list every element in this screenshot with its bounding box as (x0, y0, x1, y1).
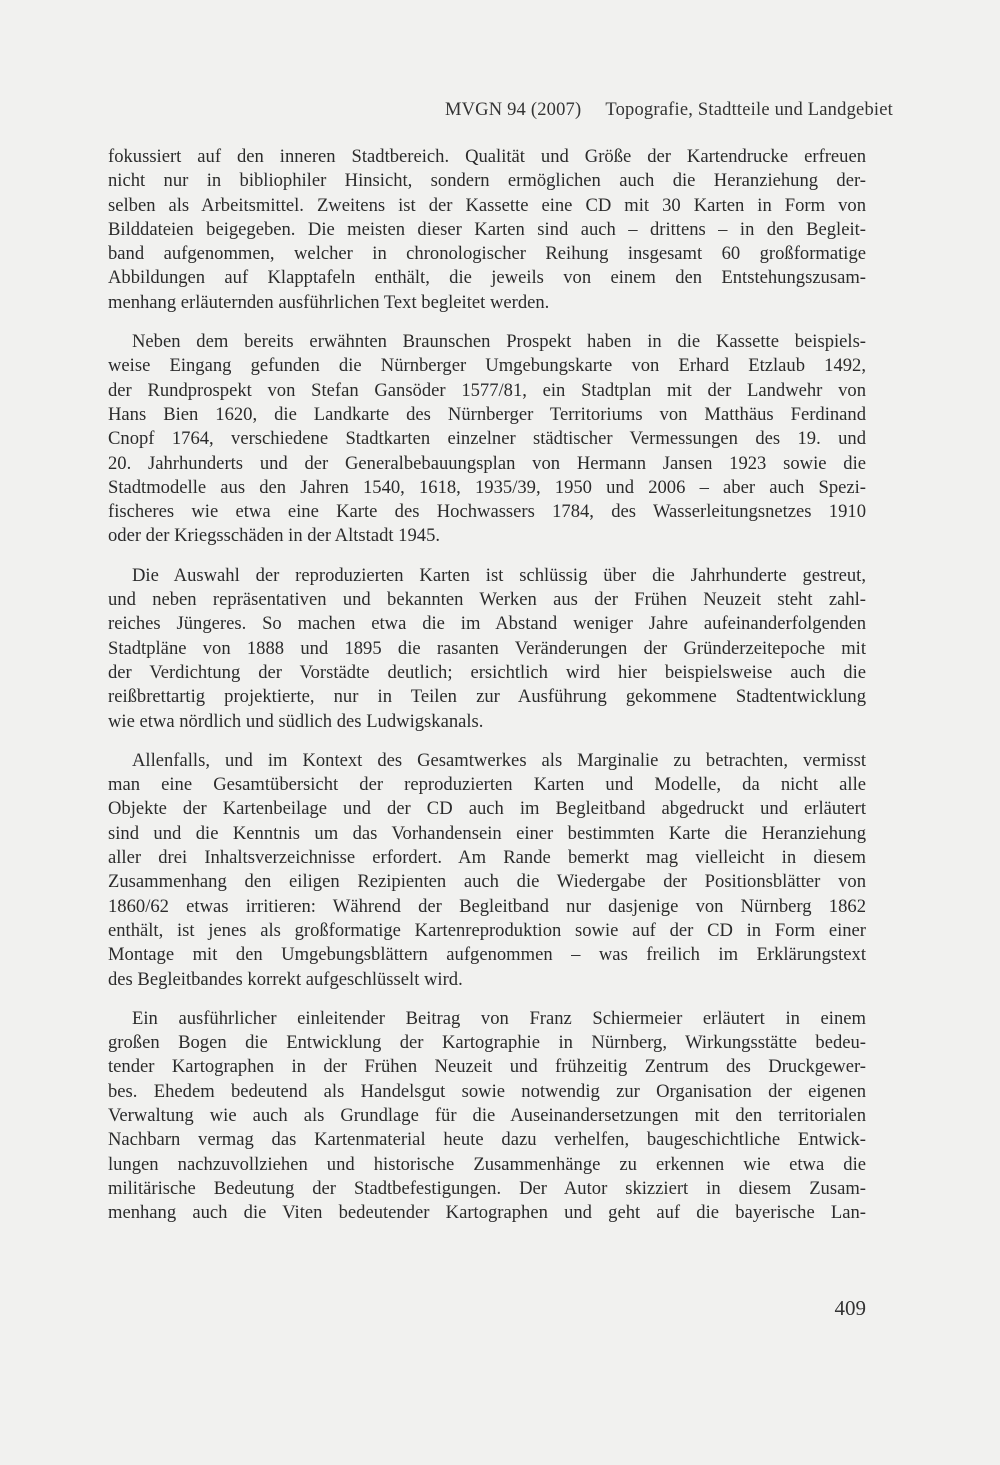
text-line: Die Auswahl der reproduzierten Karten ist schlüssig über die Jahrhunderte gestreut, (132, 564, 866, 586)
text-line: enthält, ist jenes als großformatige Kartenreproduktion sowie auf der CD in Form einer (108, 919, 866, 941)
text-line: 20. Jahrhunderts und der Generalbebauungsplan von Hermann Jansen 1923 sowie die (108, 452, 866, 474)
text-line: lungen nachzuvollziehen und historische Zusammenhänge zu erkennen wie etwa die (108, 1153, 866, 1175)
text-line: und neben repräsentativen und bekannten Werken aus der Frühen Neuzeit steht zahl- (108, 589, 866, 611)
text-line: militärische Bedeutung der Stadtbefestigungen. Der Autor skizziert in diesem Zusam- (108, 1177, 866, 1199)
text-line: Objekte der Kartenbeilage und der CD auch im Begleitband abgedruckt und erläutert (108, 798, 866, 820)
text-line: selben als Arbeitsmittel. Zweitens ist der Kassette eine CD mit 30 Karten in Form von (108, 194, 866, 216)
text-line: Zusammenhang den eiligen Rezipienten auch die Wiedergabe der Positionsblätter von (108, 871, 866, 893)
text-line: großen Bogen die Entwicklung der Kartographie in Nürnberg, Wirkungsstätte bedeu- (108, 1032, 866, 1054)
text-line: Stadtpläne von 1888 und 1895 die rasanten Veränderungen der Gründerzeitepoche mit (108, 637, 866, 659)
text-line: reiches Jüngeres. So machen etwa die im Abstand weniger Jahre aufeinanderfolgenden (108, 613, 866, 635)
journal-reference: MVGN 94 (2007) (444, 100, 582, 120)
text-line: der Rundprospekt von Stefan Gansöder 1577/81, ein Stadtplan mit der Landwehr von (108, 379, 866, 401)
text-line: oder der Kriegsschäden in der Altstadt 1945. (108, 525, 441, 547)
paragraph (108, 145, 866, 315)
text-line: man eine Gesamtübersicht der reproduzierten Karten und Modelle, da nicht alle (108, 774, 866, 796)
text-line: Abbildungen auf Klapptafeln enthält, die jeweils von einem den Entstehungszusam- (108, 267, 866, 289)
text-line: Ein ausführlicher einleitender Beitrag von Franz Schiermeier erläutert in einem (132, 1007, 866, 1029)
text-line: 1860/62 etwas irritieren: Während der Begleitband nur dasjenige von Nürnberg 1862 (108, 895, 866, 917)
text-line: sind und die Kenntnis um das Vorhandensein einer bestimmten Karte die Heranziehung (108, 822, 866, 844)
running-head (108, 100, 893, 121)
text-line: Neben dem bereits erwähnten Braunschen Prospekt haben in die Kassette beispiels- (132, 331, 866, 353)
text-line: tender Kartographen in der Frühen Neuzeit und frühzeitig Zentrum des Druckgewer- (108, 1056, 866, 1078)
paragraph (108, 749, 866, 992)
text-line: fischeres wie etwa eine Karte des Hochwassers 1784, des Wasserleitungsnetzes 1910 (108, 501, 866, 523)
text-line: band aufgenommen, welcher in chronologischer Reihung insgesamt 60 großformatige (108, 243, 866, 265)
text-line: der Verdichtung der Vorstädte deutlich; ersichtlich wird hier beispielsweise auch die (108, 661, 866, 683)
text-line: des Begleitbandes korrekt aufgeschlüsselt wird. (108, 968, 463, 990)
text-line: Verwaltung wie auch als Grundlage für die Auseinandersetzungen mit den territorialen (108, 1104, 866, 1126)
text-line: Allenfalls, und im Kontext des Gesamtwerkes als Marginalie zu betrachten, vermisst (132, 749, 866, 771)
text-line: menhang auch die Viten bedeutender Kartographen und geht auf die bayerische Lan- (108, 1202, 866, 1224)
text-line: fokussiert auf den inneren Stadtbereich. Qualität und Größe der Kartendrucke erfreuen (108, 146, 866, 167)
paragraph (108, 1007, 866, 1226)
text-line: Bilddateien beigegeben. Die meisten dieser Karten sind auch – drittens – in den Begleit- (108, 218, 866, 240)
section-title: Topografie, Stadtteile und Landgebiet (605, 100, 893, 120)
body-text (108, 145, 866, 1225)
text-line: aller drei Inhaltsverzeichnisse erfordert. Am Rande bemerkt mag vielleicht in diesem (108, 847, 866, 869)
page-number: 409 (834, 1296, 866, 1320)
text-line: wie etwa nördlich und südlich des Ludwigskanals. (108, 710, 484, 732)
text-line: Hans Bien 1620, die Landkarte des Nürnberger Territoriums von Matthäus Ferdinand (108, 403, 866, 425)
text-line: Nachbarn vermag das Kartenmaterial heute dazu verhelfen, baugeschichtliche Entwick- (108, 1129, 866, 1151)
text-line: Montage mit den Umgebungsblättern aufgenommen – was freilich im Erklärungstext (108, 944, 866, 966)
paragraph (108, 330, 866, 549)
text-line: nicht nur in bibliophiler Hinsicht, sondern ermöglichen auch die Heranziehung der- (108, 170, 866, 192)
text-line: bes. Ehedem bedeutend als Handelsgut sowie notwendig zur Organisation der eigenen (108, 1080, 866, 1102)
text-line: menhang erläuternden ausführlichen Text begleitet werden. (108, 291, 550, 313)
paragraph (108, 564, 866, 734)
text-line: Stadtmodelle aus den Jahren 1540, 1618, 1935/39, 1950 und 2006 – aber auch Spezi- (108, 476, 866, 498)
text-line: Cnopf 1764, verschiedene Stadtkarten einzelner städtischer Vermessungen des 19. und (108, 428, 866, 450)
text-line: weise Eingang gefunden die Nürnberger Umgebungskarte von Erhard Etzlaub 1492, (108, 355, 866, 377)
text-line: reißbrettartig projektierte, nur in Teilen zur Ausführung gekommene Stadtentwicklung (108, 686, 866, 708)
